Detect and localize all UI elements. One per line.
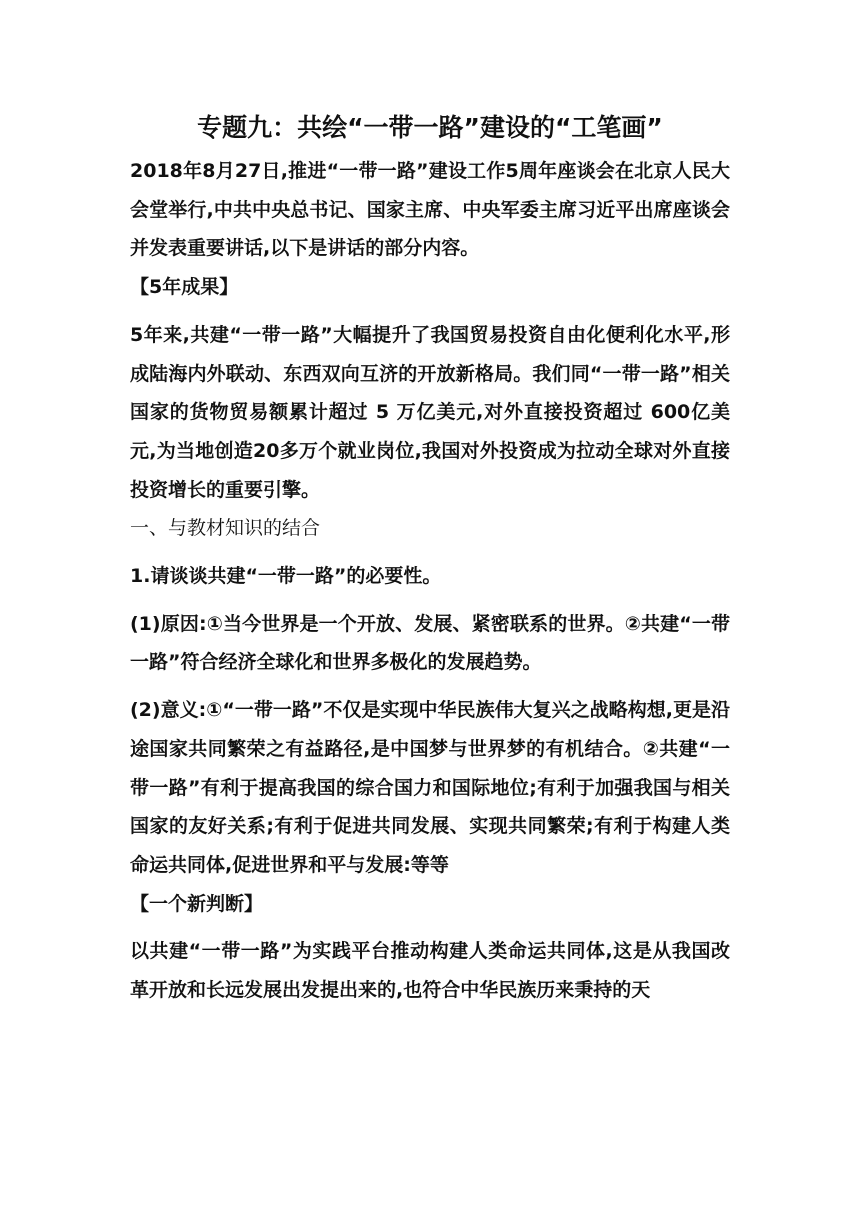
judgment-heading: 【一个新判断】 bbox=[130, 892, 264, 915]
question-paragraph: 1.请谈谈共建“一带一路”的必要性。 bbox=[130, 565, 442, 588]
intro-paragraph: 2018年8月27日,推进“一带一路”建设工作5周年座谈会在北京人民大会堂举行,中共中央总书记、国家主席、中央军委主席习近平出席座谈会并发表重要讲话,以下是讲话的部分内容。 bbox=[130, 160, 730, 260]
judgment-paragraph: 以共建“一带一路”为实践平台推动构建人类命运共同体,这是从我国改革开放和长远发展出发提出来的,也符合中华民族历来秉持的天 bbox=[130, 940, 730, 1002]
part-one-heading: 一、与教材知识的结合 bbox=[130, 517, 321, 540]
achievements-paragraph: 5年来,共建“一带一路”大幅提升了我国贸易投资自由化便利化水平,形成陆海内外联动、东西双向互济的开放新格局。我们同“一带一路”相关国家的货物贸易额累计超过 5 万亿美元,对外直接投资超过 600亿美元,为当地创造20多万个就业岗位,我国对外投资成为拉动全球对外直接投资增长的重要引擎。 bbox=[130, 323, 730, 501]
significance-paragraph: (2)意义:①“一带一路”不仅是实现中华民族伟大复兴之战略构想,更是沿途国家共同繁荣之有益路径,是中国梦与世界梦的有机结合。②共建“一带一路”有利于提高我国的综合国力和国际地位;有利于加强我国与相关国家的友好关系;有利于促进共同发展、实现共同繁荣;有利于构建人类命运共同体,促进世界和平与发展:等等 bbox=[130, 699, 730, 876]
reason-paragraph: (1)原因:①当今世界是一个开放、发展、紧密联系的世界。②共建“一带一路”符合经济全球化和世界多极化的发展趋势。 bbox=[130, 612, 730, 674]
document-body bbox=[130, 152, 730, 1010]
document-title: 专题九：共绘“一带一路”建设的“工笔画” bbox=[197, 113, 663, 142]
achievements-heading: 【5年成果】 bbox=[130, 276, 239, 299]
